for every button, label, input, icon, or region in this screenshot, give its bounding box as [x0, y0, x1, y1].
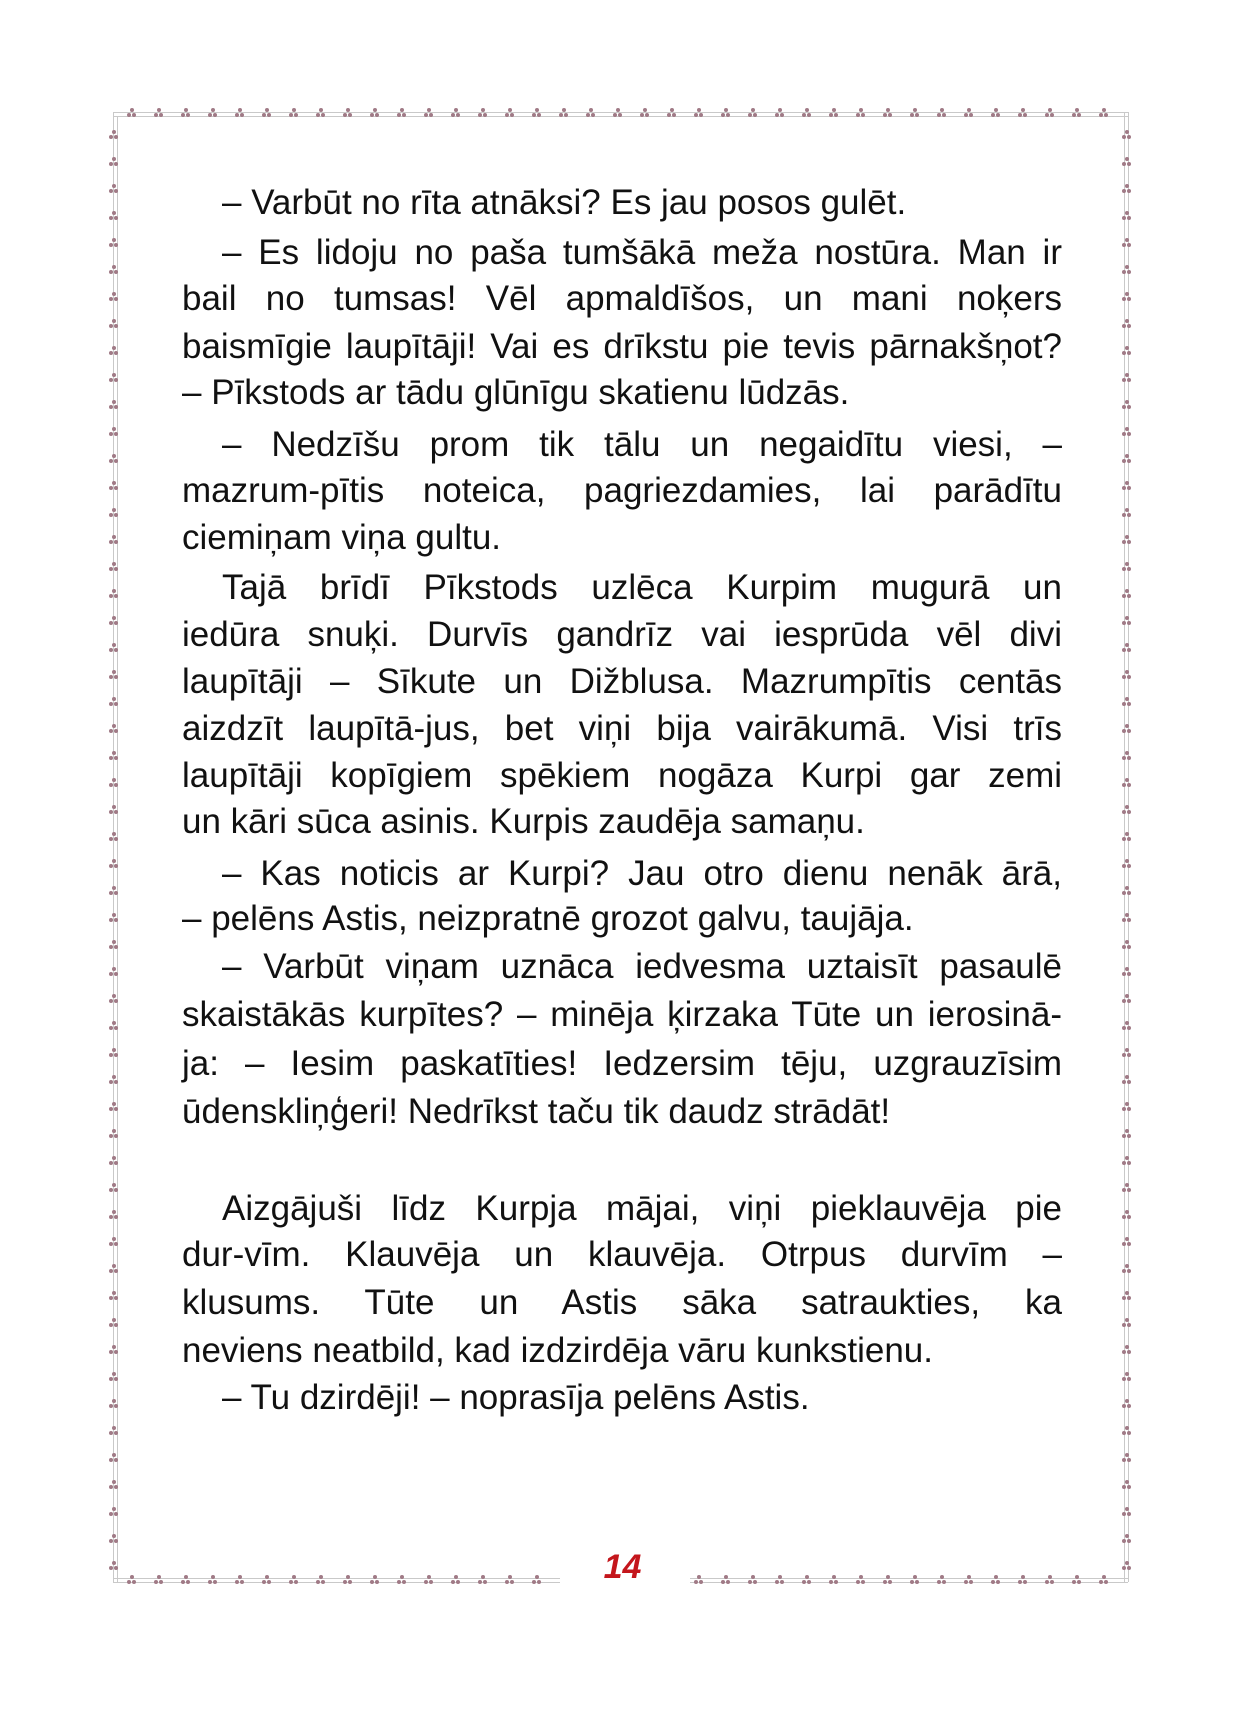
trefoil-icon — [109, 427, 119, 437]
trefoil-icon — [1122, 1318, 1132, 1328]
border-right-line — [1124, 112, 1125, 1582]
trefoil-icon — [109, 1075, 119, 1085]
trefoil-icon — [109, 1480, 119, 1490]
trefoil-icon — [1122, 454, 1132, 464]
trefoil-icon — [1122, 1237, 1132, 1247]
trefoil-icon — [1122, 130, 1132, 140]
trefoil-icon — [559, 108, 569, 118]
trefoil-icon — [1122, 832, 1132, 842]
trefoil-icon — [109, 589, 119, 599]
trefoil-icon — [109, 967, 119, 977]
trefoil-icon — [109, 292, 119, 302]
trefoil-icon — [1122, 292, 1132, 302]
trefoil-icon — [1122, 1426, 1132, 1436]
trefoil-icon — [991, 108, 1001, 118]
text-line: baismīgie laupītāji! Vai es drīkstu pie tevis pārnakšņot? — [182, 327, 1062, 366]
trefoil-icon — [109, 535, 119, 545]
border-right-inner-line — [1128, 112, 1129, 1582]
trefoil-icon — [109, 1372, 119, 1382]
trefoil-icon — [1122, 1453, 1132, 1463]
trefoil-icon — [397, 108, 407, 118]
page-number: 14 — [603, 1548, 642, 1586]
trefoil-icon — [1122, 940, 1132, 950]
text-line: – Kas noticis ar Kurpi? Jau otro dienu nenāk ārā, — [222, 854, 1062, 893]
trefoil-icon — [343, 108, 353, 118]
trefoil-icon — [1122, 751, 1132, 761]
trefoil-icon — [109, 616, 119, 626]
trefoil-icon — [1122, 157, 1132, 167]
trefoil-icon — [109, 805, 119, 815]
trefoil-icon — [1122, 265, 1132, 275]
trefoil-icon — [505, 108, 515, 118]
trefoil-icon — [109, 157, 119, 167]
trefoil-icon — [127, 108, 137, 118]
trefoil-icon — [109, 481, 119, 491]
trefoil-icon — [1072, 108, 1082, 118]
trefoil-icon — [109, 1318, 119, 1328]
text-line: laupītāji – Sīkute un Dižblusa. Mazrumpītis centās — [182, 662, 1062, 701]
trefoil-icon — [694, 108, 704, 118]
text-line: – Pīkstods ar tādu glūnīgu skatienu lūdzās. — [182, 373, 850, 412]
trefoil-icon — [1122, 1399, 1132, 1409]
trefoil-icon — [1122, 1345, 1132, 1355]
trefoil-icon — [748, 108, 758, 118]
trefoil-icon — [109, 670, 119, 680]
trefoil-icon — [1122, 1480, 1132, 1490]
text-line: skaistākās kurpītes? – minēja ķirzaka Tūte un ierosinā- — [182, 995, 1062, 1034]
trefoil-icon — [1122, 1183, 1132, 1193]
trefoil-icon — [1122, 724, 1132, 734]
trefoil-icon — [802, 108, 812, 118]
trefoil-icon — [1122, 1264, 1132, 1274]
trefoil-icon — [109, 265, 119, 275]
trefoil-icon — [1122, 1156, 1132, 1166]
text-line: ja: – Iesim paskatīties! Iedzersim tēju, uzgrauzīsim — [182, 1044, 1062, 1083]
trefoil-icon — [1122, 1075, 1132, 1085]
trefoil-icon — [109, 859, 119, 869]
trefoil-icon — [478, 108, 488, 118]
trefoil-icon — [1122, 319, 1132, 329]
trefoil-icon — [1122, 778, 1132, 788]
trefoil-icon — [109, 751, 119, 761]
trefoil-icon — [109, 1156, 119, 1166]
trefoil-icon — [613, 108, 623, 118]
trefoil-icon — [109, 643, 119, 653]
trefoil-icon — [1018, 108, 1028, 118]
trefoil-icon — [109, 1507, 119, 1517]
trefoil-icon — [109, 130, 119, 140]
border-left-inner-line — [117, 116, 118, 1582]
trefoil-icon — [154, 108, 164, 118]
trefoil-icon — [1122, 1021, 1132, 1031]
trefoil-icon — [109, 508, 119, 518]
trefoil-icon — [1122, 1507, 1132, 1517]
trefoil-icon — [1099, 108, 1109, 118]
trefoil-icon — [910, 108, 920, 118]
trefoil-icon — [1122, 508, 1132, 518]
trefoil-icon — [1122, 1129, 1132, 1139]
text-line: dur-vīm. Klauvēja un klauvēja. Otrpus durvīm – — [182, 1235, 1062, 1274]
trefoil-icon — [109, 454, 119, 464]
trefoil-icon — [316, 108, 326, 118]
trefoil-icon — [1122, 238, 1132, 248]
trefoil-icon — [667, 108, 677, 118]
trefoil-icon — [1122, 481, 1132, 491]
trefoil-icon — [370, 108, 380, 118]
trefoil-icon — [1122, 670, 1132, 680]
trefoil-icon — [109, 238, 119, 248]
trefoil-icon — [109, 346, 119, 356]
trefoil-icon — [109, 1426, 119, 1436]
trefoil-icon — [109, 1399, 119, 1409]
trefoil-icon — [109, 778, 119, 788]
trefoil-icon — [109, 1102, 119, 1112]
trefoil-icon — [109, 1264, 119, 1274]
trefoil-icon — [1122, 1048, 1132, 1058]
trefoil-icon — [721, 108, 731, 118]
trefoil-icon — [109, 319, 119, 329]
trefoil-icon — [235, 108, 245, 118]
trefoil-icon — [1122, 427, 1132, 437]
trefoil-icon — [109, 832, 119, 842]
text-line: aizdzīt laupītā-jus, bet viņi bija vairākumā. Visi trīs — [182, 709, 1062, 748]
trefoil-icon — [1122, 562, 1132, 572]
trefoil-icon — [109, 1345, 119, 1355]
text-line: Tajā brīdī Pīkstods uzlēca Kurpim mugurā un — [222, 568, 1062, 607]
trefoil-icon — [109, 373, 119, 383]
trefoil-icon — [1122, 1372, 1132, 1382]
trefoil-icon — [1122, 1102, 1132, 1112]
trefoil-icon — [883, 108, 893, 118]
text-line: mazrum-pītis noteica, pagriezdamies, lai parādītu — [182, 471, 1062, 510]
trefoil-icon — [1122, 1291, 1132, 1301]
trefoil-icon — [181, 108, 191, 118]
border-left-line — [113, 112, 114, 1582]
trefoil-icon — [109, 1237, 119, 1247]
trefoil-icon — [1122, 805, 1132, 815]
trefoil-icon — [109, 1210, 119, 1220]
trefoil-icon — [1122, 1210, 1132, 1220]
trefoil-icon — [109, 184, 119, 194]
trefoil-icon — [109, 1021, 119, 1031]
trefoil-icon — [937, 108, 947, 118]
text-line: laupītāji kopīgiem spēkiem nogāza Kurpi gar zemi — [182, 756, 1062, 795]
text-line: neviens neatbild, kad izdzirdēja vāru kunkstienu. — [182, 1331, 933, 1370]
text-line: bail no tumsas! Vēl apmaldīšos, un mani noķers — [182, 279, 1062, 318]
trefoil-icon — [451, 108, 461, 118]
trefoil-icon — [640, 108, 650, 118]
trefoil-icon — [586, 108, 596, 118]
trefoil-icon — [1122, 211, 1132, 221]
trefoil-icon — [1122, 400, 1132, 410]
trefoil-icon — [109, 913, 119, 923]
trefoil-icon — [1122, 616, 1132, 626]
trefoil-icon — [109, 1129, 119, 1139]
trefoil-icon — [532, 108, 542, 118]
trefoil-icon — [109, 940, 119, 950]
trefoil-icon — [424, 108, 434, 118]
text-line: – Varbūt viņam uznāca iedvesma uztaisīt pasaulē — [222, 947, 1062, 986]
trefoil-icon — [109, 724, 119, 734]
trefoil-icon — [775, 108, 785, 118]
text-line: – Tu dzirdēji! – noprasīja pelēns Astis. — [222, 1378, 810, 1417]
text-line: un kāri sūca asinis. Kurpis zaudēja samaņu. — [182, 802, 865, 841]
trefoil-icon — [856, 108, 866, 118]
text-line: iedūra snuķi. Durvīs gandrīz vai iesprūda vēl divi — [182, 615, 1062, 654]
trefoil-icon — [1122, 913, 1132, 923]
trefoil-icon — [109, 886, 119, 896]
text-line: Aizgājuši līdz Kurpja mājai, viņi pieklauvēja pie — [222, 1189, 1062, 1228]
trefoil-icon — [1122, 643, 1132, 653]
trefoil-icon — [1122, 994, 1132, 1004]
trefoil-icon — [262, 108, 272, 118]
trefoil-icon — [109, 400, 119, 410]
trefoil-icon — [1122, 589, 1132, 599]
text-line: ūdenskliņģeri! Nedrīkst taču tik daudz strādāt! — [182, 1092, 891, 1131]
trefoil-icon — [1122, 346, 1132, 356]
text-line: klusums. Tūte un Astis sāka satraukties, ka — [182, 1283, 1062, 1322]
trefoil-icon — [109, 1183, 119, 1193]
trefoil-icon — [109, 1453, 119, 1463]
trefoil-icon — [964, 108, 974, 118]
trefoil-icon — [1122, 697, 1132, 707]
trefoil-icon — [1122, 184, 1132, 194]
trefoil-icon — [109, 1291, 119, 1301]
trefoil-icon — [109, 1534, 119, 1544]
trefoil-icon — [109, 211, 119, 221]
trefoil-icon — [1122, 1534, 1132, 1544]
trefoil-icon — [109, 562, 119, 572]
text-line: – pelēns Astis, neizpratnē grozot galvu, taujāja. — [182, 899, 914, 938]
text-line: ciemiņam viņa gultu. — [182, 518, 502, 557]
text-line: – Es lidoju no paša tumšākā meža nostūra. Man ir — [222, 233, 1062, 272]
trefoil-icon — [1122, 535, 1132, 545]
trefoil-icon — [1122, 967, 1132, 977]
trefoil-icon — [1122, 859, 1132, 869]
trefoil-icon — [1045, 108, 1055, 118]
trefoil-icon — [109, 994, 119, 1004]
text-line: – Varbūt no rīta atnāksi? Es jau posos gulēt. — [222, 183, 907, 222]
trefoil-icon — [109, 697, 119, 707]
trefoil-icon — [208, 108, 218, 118]
trefoil-icon — [289, 108, 299, 118]
trefoil-icon — [1122, 886, 1132, 896]
text-line: – Nedzīšu prom tik tālu un negaidītu viesi, – — [222, 425, 1062, 464]
trefoil-icon — [829, 108, 839, 118]
trefoil-icon — [109, 1048, 119, 1058]
trefoil-icon — [1122, 373, 1132, 383]
